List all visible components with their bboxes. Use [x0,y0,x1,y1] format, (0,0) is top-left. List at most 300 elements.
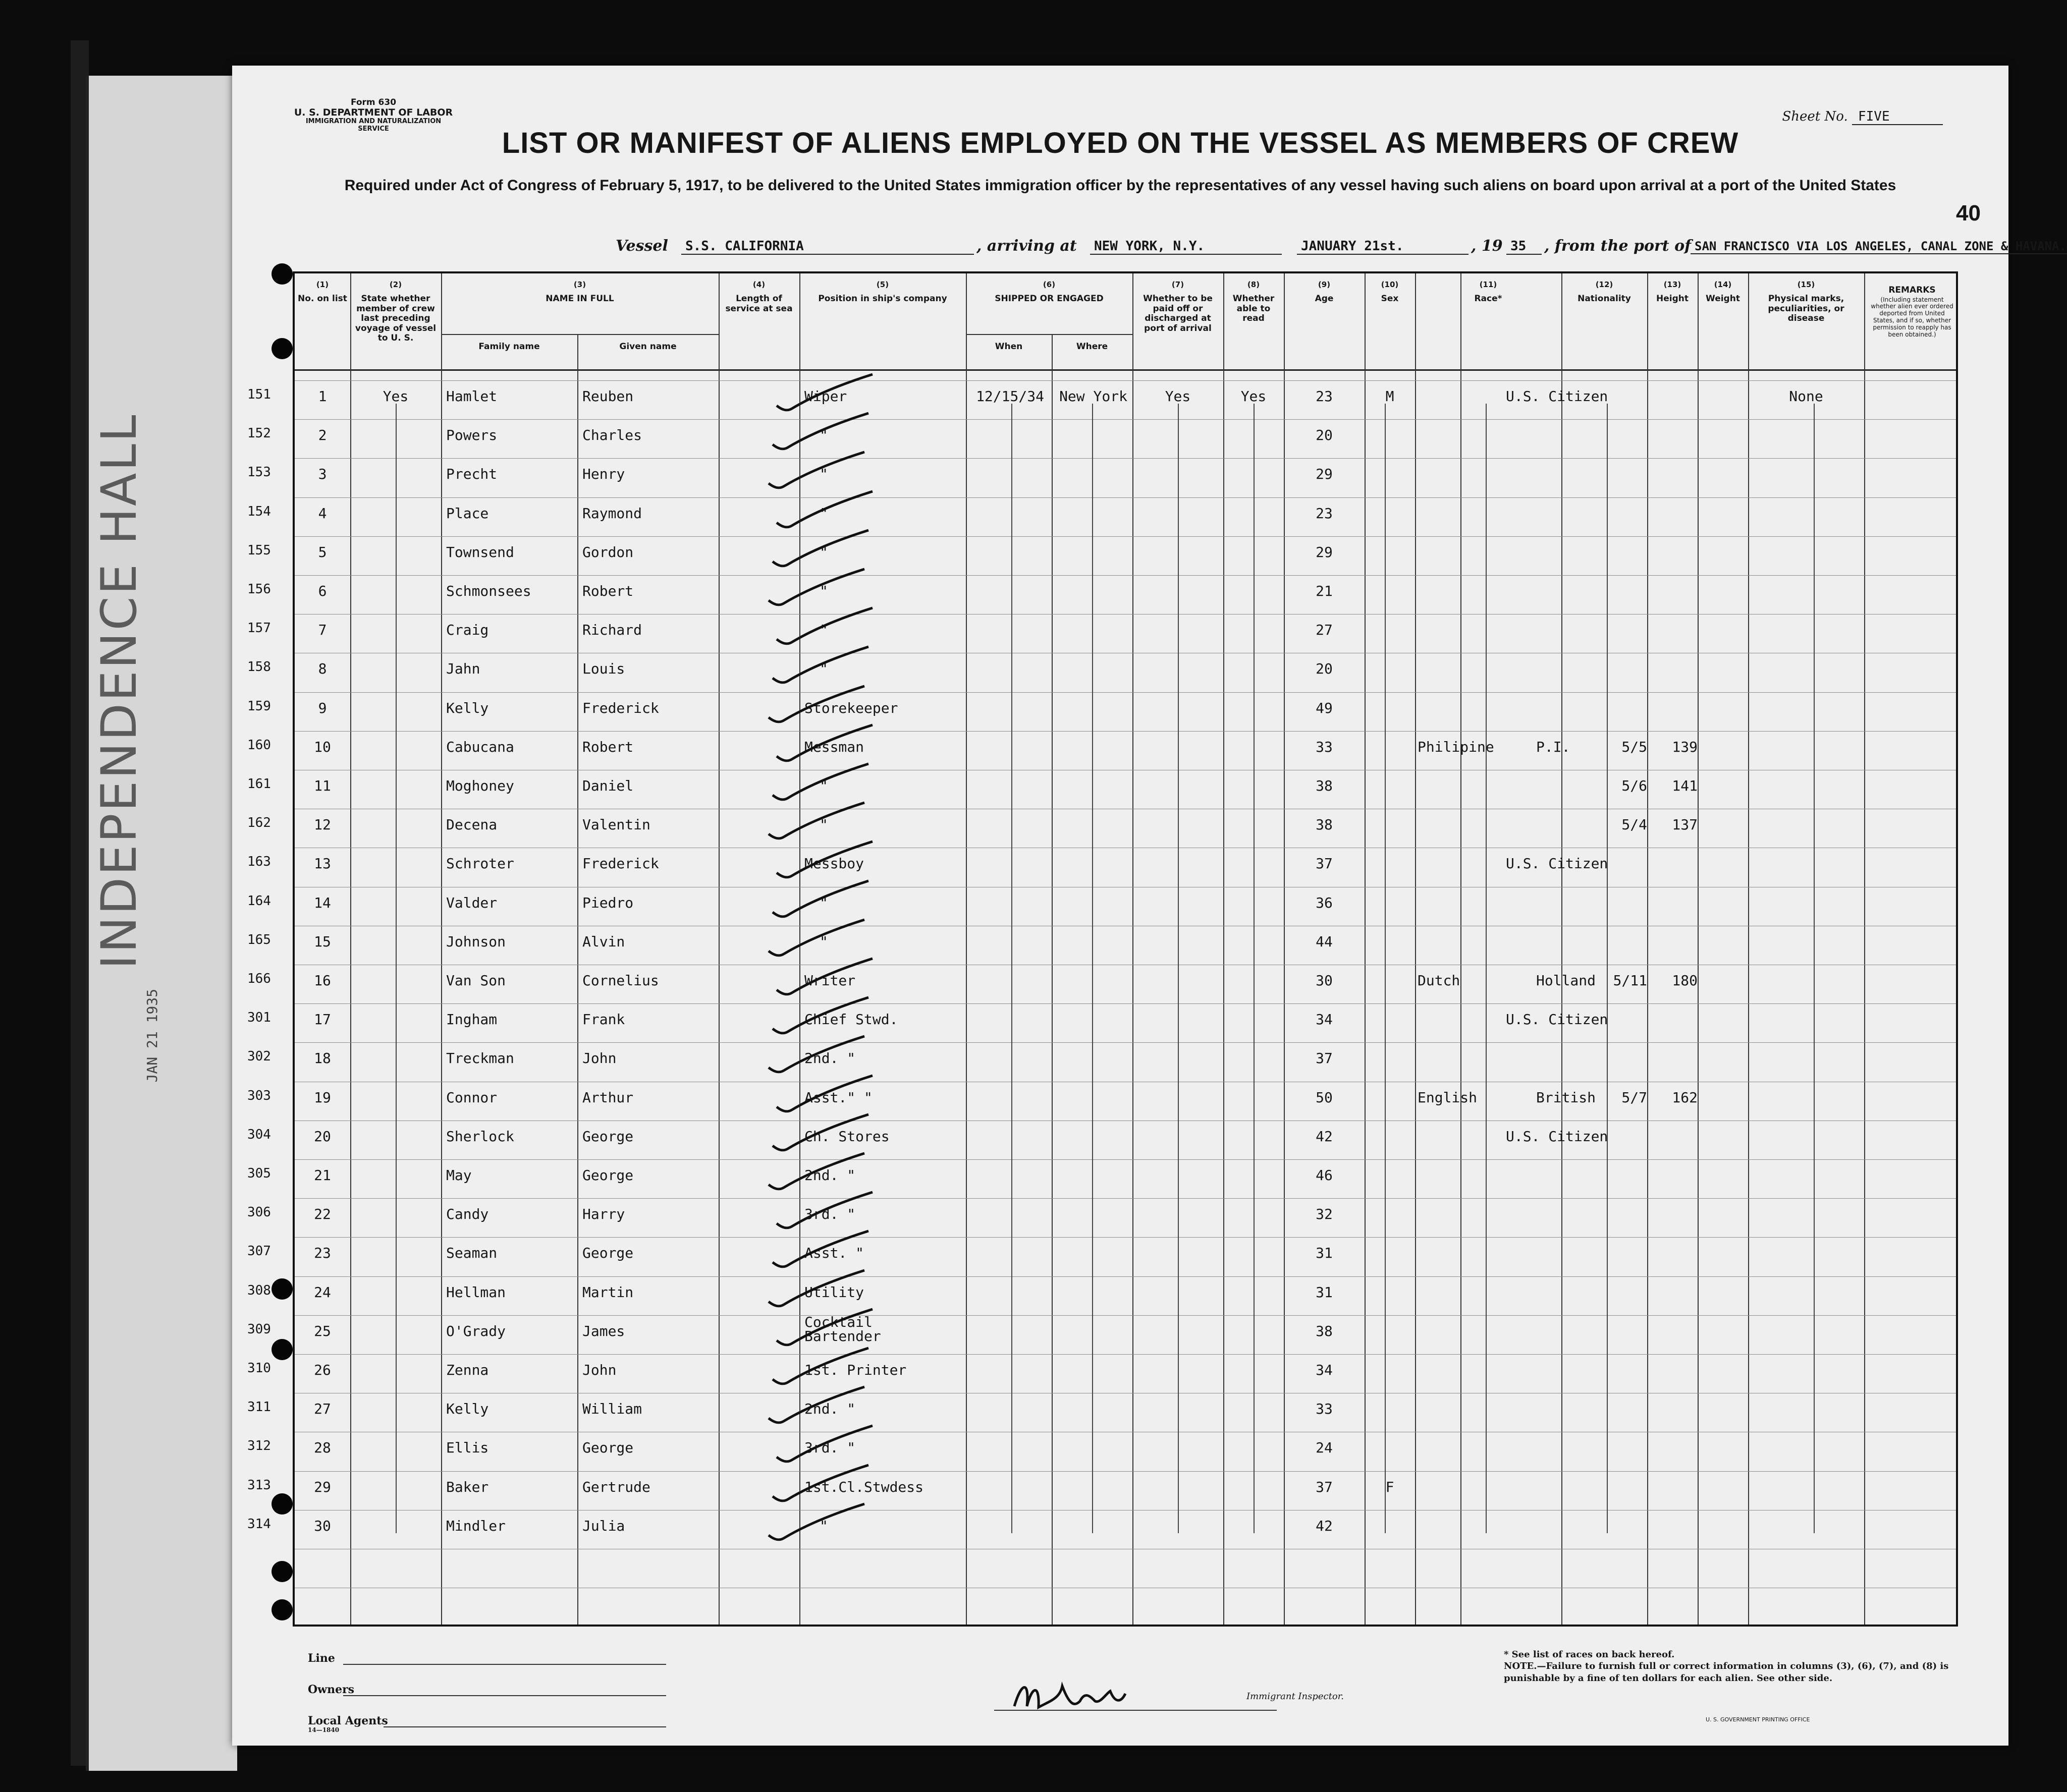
row-position: 1st.Cl.Stwdess [804,1479,924,1495]
col-c4-header [719,281,799,314]
sheet-number-label: Sheet No. [1782,109,1848,124]
row-age: 33 [1316,1401,1333,1417]
row-no: 17 [314,1011,331,1028]
margin-number: 157 [247,621,271,636]
col-given-name-header: Given name [619,342,677,352]
col-when-header: When [995,342,1023,352]
margin-number: 314 [247,1517,271,1532]
row-no: 13 [314,855,331,872]
row-rule [295,1159,1956,1160]
header-divider [295,369,1956,371]
row-age: 23 [1316,388,1333,405]
agents-code: 14—1840 [308,1726,340,1733]
row-race: English [1418,1089,1478,1106]
row-position: 3rd. " [804,1439,856,1456]
row-age: 38 [1316,816,1333,833]
col-c10-label: Sex [1381,294,1399,304]
page-title: LIST OR MANIFEST OF ALIENS EMPLOYED ON THE VESSEL AS MEMBERS OF CREW [502,127,1739,159]
row-given: Cornelius [582,972,659,989]
col-c2-header [350,281,441,344]
row-no: 8 [318,660,327,677]
row-position: " [820,816,828,833]
col-c5-header [799,281,966,304]
row-height: 5/6 [1621,777,1647,794]
printing-office: U. S. GOVERNMENT PRINTING OFFICE [1706,1716,1810,1723]
row-no: 24 [314,1284,331,1301]
footnotes [1504,1649,1958,1684]
row-age: 31 [1316,1284,1333,1301]
row-given: George [582,1245,634,1261]
row-prev: Yes [383,388,409,405]
port-label: , from the port of [1544,237,1692,255]
row-given: Alvin [582,933,625,950]
col-c15-label: Physical marks, peculiarities, or disease [1768,294,1844,324]
row-rule [295,497,1956,498]
vessel-line [293,237,2066,262]
row-no: 25 [314,1323,331,1339]
row-no: 10 [314,739,331,755]
row-no: 4 [318,505,327,522]
row-family: Kelly [446,1401,489,1417]
col-c1-label: No. on list [298,294,347,304]
row-no: 3 [318,466,327,482]
row-position: " [820,583,828,599]
col-c10-number: (10) [1381,280,1399,289]
line-field [343,1664,666,1665]
margin-number: 152 [247,426,271,441]
check-mark [772,1422,888,1467]
row-family: Treckman [446,1050,514,1067]
row-given: Piedro [582,894,634,911]
row-position: " [820,1518,828,1534]
ditto-line [1092,404,1093,1533]
row-nationality: U.S. Citizen [1506,1128,1608,1145]
row-height [1587,385,1647,408]
row-given: Martin [582,1284,634,1301]
margin-number: 303 [247,1088,271,1103]
margin-number: 165 [247,932,271,947]
row-weight: 137 [1672,816,1698,833]
arriving-label: , arriving at [976,237,1077,255]
row-family: Ingham [446,1011,498,1028]
check-mark [764,1032,880,1078]
year-label: , 19 [1471,237,1503,255]
col-c1-number: (1) [316,280,329,289]
row-family: Powers [446,427,498,443]
margin-number: 311 [247,1399,271,1415]
ditto-line [1607,404,1608,1533]
row-age: 29 [1316,466,1333,482]
col-c14-header [1698,281,1748,304]
row-no: 1 [318,388,327,405]
col-c15-number: (15) [1797,280,1815,289]
row-position: Ch. Stores [804,1128,890,1145]
row-position: " [820,777,828,794]
row-race: Philipine [1418,739,1494,755]
row-given: Louis [582,660,625,677]
row-no: 22 [314,1206,331,1222]
check-mark [764,1500,880,1545]
row-position: 2nd. " [804,1167,856,1184]
row-age: 21 [1316,583,1333,599]
row-age: 27 [1316,622,1333,638]
col-c13-label: Height [1656,294,1689,304]
row-age: 34 [1316,1011,1333,1028]
row-given: Robert [582,583,634,599]
form-number: Form 630 [350,97,397,107]
inspector-signature [974,1671,1287,1716]
row-rule [295,380,1956,381]
row-no: 19 [314,1089,331,1106]
row-age: 36 [1316,894,1333,911]
margin-number: 154 [247,504,271,519]
row-read: Yes [1240,388,1267,405]
row-given: George [582,1167,634,1184]
row-height: 5/11 [1613,972,1647,989]
row-given: Gertrude [582,1479,650,1495]
row-no: 7 [318,622,327,638]
row-nationality: British [1536,1089,1596,1106]
vessel-name: S.S. CALIFORNIA [681,239,974,255]
row-no: 23 [314,1245,331,1261]
row-no: 21 [314,1167,331,1184]
row-where: New York [1059,388,1127,405]
row-no: 6 [318,583,327,599]
row-age: 29 [1316,544,1333,561]
row-age: 37 [1316,855,1333,872]
sheet-number [1782,109,1943,125]
row-position: 2nd. " [804,1401,856,1417]
row-given: John [582,1362,617,1378]
row-rule [295,692,1956,693]
agents-label: Local Agents [308,1714,388,1727]
margin-number: 302 [247,1049,271,1064]
row-age: 37 [1316,1050,1333,1067]
punch-hole [271,338,293,359]
col-c7-number: (7) [1171,280,1184,289]
check-mark [764,448,880,493]
row-race [1418,385,1518,408]
row-nationality: U.S. Citizen [1506,1011,1608,1028]
row-family: Sherlock [446,1128,514,1145]
margin-number: 151 [247,387,271,402]
row-rule [295,1354,1956,1355]
col-c13-number: (13) [1663,280,1681,289]
row-position: Asst." " [804,1089,873,1106]
row-given: Arthur [582,1089,634,1106]
inspector-caption: Immigrant Inspector. [1246,1691,1344,1702]
margin-number: 307 [247,1244,271,1259]
row-position: " [820,466,828,482]
margin-number: 313 [247,1478,271,1493]
row-no: 12 [314,816,331,833]
col-c16-header [1864,281,1958,339]
row-no: 9 [318,700,327,716]
row-position: " [820,660,828,677]
col-c11-number: (11) [1479,280,1497,289]
row-given: John [582,1050,617,1067]
arrival-port: NEW YORK, N.Y. [1090,239,1282,255]
ditto-line [1011,404,1012,1533]
row-position: " [820,894,828,911]
row-rule [295,1471,1956,1472]
row-family: Valder [446,894,498,911]
row-family: Zenna [446,1362,489,1378]
row-no: 30 [314,1518,331,1534]
crew-table [293,271,1958,1627]
row-marks: None [1789,388,1823,405]
row-position: " [820,622,828,638]
row-family: Place [446,505,489,522]
row-race: Dutch [1418,972,1460,989]
margin-number: 304 [247,1127,271,1142]
col-c15-header [1748,281,1864,324]
row-rule [295,1315,1956,1316]
col-c4-number: (4) [752,280,766,289]
col-c13-header [1647,281,1698,304]
col-remarks-note: (Including statement whether alien ever ordered deported from United States, and if so, whether permission to reapply has been obtained.) [1871,296,1953,338]
row-family: Baker [446,1479,489,1495]
arrival-date: JANUARY 21st. [1297,239,1468,255]
col-c8-label: Whether able to read [1232,294,1275,324]
row-given: Gordon [582,544,634,561]
row-position: Asst. " [804,1245,864,1261]
col-c7-label: Whether to be paid off or discharged at port of arrival [1143,294,1213,333]
row-rule [295,731,1956,732]
col-c3-label: NAME IN FULL [546,294,614,304]
row-nationality: U.S. Citizen [1506,855,1608,872]
row-paid: Yes [1165,388,1191,405]
row-weight: 139 [1672,739,1698,755]
col-c3-number: (3) [573,280,586,289]
row-position: Utility [804,1284,864,1301]
row-age: 34 [1316,1362,1333,1378]
row-family: Mindler [446,1518,506,1534]
col-c10-header [1365,281,1415,304]
row-nationality: P.I. [1536,739,1570,755]
margin-number: 153 [247,465,271,480]
line-label: Line [308,1652,335,1665]
departure-port: SAN FRANCISCO VIA LOS ANGELES, CANAL ZONE & HAVANA. [1691,239,2067,254]
row-family: Townsend [446,544,514,561]
col-c8-number: (8) [1247,280,1260,289]
arrival-year: 35 [1506,239,1542,255]
department-name: U. S. DEPARTMENT OF LABOR [294,107,453,119]
row-no: 28 [314,1439,331,1456]
col-c12-number: (12) [1595,280,1613,289]
col-c3-header [441,281,719,304]
col-c12-header [1561,281,1647,304]
row-rule [295,458,1956,459]
row-no: 16 [314,972,331,989]
row-family: Candy [446,1206,489,1222]
punch-hole [271,1493,293,1515]
col-c14-label: Weight [1706,294,1740,304]
col-c8-header [1223,281,1284,324]
row-family: Cabucana [446,739,514,755]
row-position: Writer [804,972,856,989]
row-age: 20 [1316,427,1333,443]
margin-number: 306 [247,1205,271,1220]
row-given: Raymond [582,505,642,522]
row-family: Connor [446,1089,498,1106]
margin-number: 158 [247,659,271,675]
col-family-name-header: Family name [478,342,540,352]
row-age: 44 [1316,933,1333,950]
row-rule [295,1042,1956,1043]
fine-note: NOTE.—Failure to furnish full or correct information in columns (3), (6), (7), and (8) is punishable by a fine of ten dollars for each alien. See other side. [1504,1661,1949,1684]
row-age: 31 [1316,1245,1333,1261]
row-no: 14 [314,894,331,911]
row-weight: 162 [1672,1089,1698,1106]
row-age: 23 [1316,505,1333,522]
row-given: Frederick [582,855,659,872]
row-given: Frank [582,1011,625,1028]
margin-number: 163 [247,854,271,869]
col-c7-header [1132,281,1223,333]
row-sex: M [1385,388,1394,405]
row-rule [295,1198,1956,1199]
margin-number: 309 [247,1322,271,1337]
row-given: Henry [582,466,625,482]
margin-number: 164 [247,893,271,909]
col-c5-number: (5) [876,280,889,289]
row-family: Van Son [446,972,506,989]
row-given: Reuben [582,388,634,405]
row-no: 20 [314,1128,331,1145]
row-family: Seaman [446,1245,498,1261]
row-height: 5/7 [1621,1089,1647,1106]
row-no: 29 [314,1479,331,1495]
col-c14-number: (14) [1714,280,1732,289]
row-family: Moghoney [446,777,514,794]
ditto-line [1178,404,1179,1533]
row-position: Chief Stwd. [804,1011,898,1028]
row-nationality: U.S. Citizen [1506,388,1608,405]
row-position: Storekeeper [804,700,898,716]
row-no: 2 [318,427,327,443]
races-note: * See list of races on back hereof. [1504,1649,1675,1660]
row-given: James [582,1323,625,1339]
margin-number: 310 [247,1361,271,1376]
row-family: Johnson [446,933,506,950]
row-given: Julia [582,1518,625,1534]
row-family: Decena [446,816,498,833]
row-no: 11 [314,777,331,794]
punch-hole [271,1599,293,1620]
row-age: 20 [1316,660,1333,677]
ditto-line [1814,404,1815,1533]
col-c9-number: (9) [1318,280,1331,289]
row-age: 37 [1316,1479,1333,1495]
row-when: 12/15/34 [976,388,1044,405]
owners-label: Owners [308,1683,355,1696]
ditto-line [1385,404,1386,1533]
margin-number: 308 [247,1283,271,1298]
row-age: 42 [1316,1518,1333,1534]
row-position: " [820,933,828,950]
row-family: Hamlet [446,388,498,405]
row-sex: F [1385,1479,1394,1495]
manifest-sheet [232,66,2066,1746]
col-c11-label: Race* [1474,294,1502,304]
row-age: 46 [1316,1167,1333,1184]
row-weight [1647,385,1698,408]
col-c2-number: (2) [389,280,402,289]
row-no: 18 [314,1050,331,1067]
row-given: Charles [582,427,642,443]
col-c6-label: SHIPPED OR ENGAGED [995,294,1104,304]
row-age: 42 [1316,1128,1333,1145]
check-mark [768,1227,884,1272]
row-position: " [820,505,828,522]
row-age: 30 [1316,972,1333,989]
col-c6-number: (6) [1043,280,1056,289]
row-family: May [446,1167,472,1184]
agents-field [384,1726,666,1727]
row-family: Schroter [446,855,514,872]
margin-number: 312 [247,1438,271,1453]
row-age: 33 [1316,739,1333,755]
col-where-header: Where [1076,342,1108,352]
row-no: 27 [314,1401,331,1417]
row-position: " [820,544,828,561]
col-c2-label: State whether member of crew last preceding voyage of vessel to U. S. [355,294,437,344]
side-date-stamp: JAN 21 1935 [144,989,160,1083]
col-c1-header [295,281,350,304]
row-given: George [582,1439,634,1456]
sheet-number-value: FIVE [1852,109,1943,125]
row-family: Schmonsees [446,583,531,599]
manifest-footer [293,1635,1958,1735]
margin-number: 156 [247,582,271,597]
col-c4-label: Length of service at sea [725,294,793,314]
row-height: 5/5 [1621,739,1647,755]
row-weight: 180 [1672,972,1698,989]
row-family: Hellman [446,1284,506,1301]
side-stamp: INDEPENDENCE HALL [91,413,147,970]
row-nationality: Holland [1536,972,1596,989]
row-family: Precht [446,466,498,482]
row-position: Messboy [804,855,864,872]
service-name: IMMIGRATION AND NATURALIZATION SERVICE [305,118,442,133]
margin-number: 155 [247,543,271,558]
row-age: 24 [1316,1439,1333,1456]
page-number: 40 [1956,201,1981,226]
col-c9-header [1284,281,1365,304]
row-no: 26 [314,1362,331,1378]
col-c16-label: REMARKS [1888,285,1936,295]
page-subtitle: Required under Act of Congress of February 5, 1917, to be delivered to the United States immigration officer by the representatives of any vessel having such aliens on board upon arrival at a port of the United States [344,177,1896,194]
row-age: 38 [1316,777,1333,794]
row-rule [295,1276,1956,1277]
row-family: O'Grady [446,1323,506,1339]
row-given: Robert [582,739,634,755]
row-given: Daniel [582,777,634,794]
row-rule [295,575,1956,576]
col-c11-header [1415,281,1561,304]
col-c9-label: Age [1315,294,1334,304]
row-age: 38 [1316,1323,1333,1339]
row-height: 5/4 [1621,816,1647,833]
row-position: Cocktail Bartender [804,1314,881,1345]
row-rule [295,1237,1956,1238]
col-c12-label: Nationality [1578,294,1631,304]
margin-number: 301 [247,1010,271,1025]
row-family: Ellis [446,1439,489,1456]
row-family: Kelly [446,700,489,716]
row-no: 5 [318,544,327,561]
